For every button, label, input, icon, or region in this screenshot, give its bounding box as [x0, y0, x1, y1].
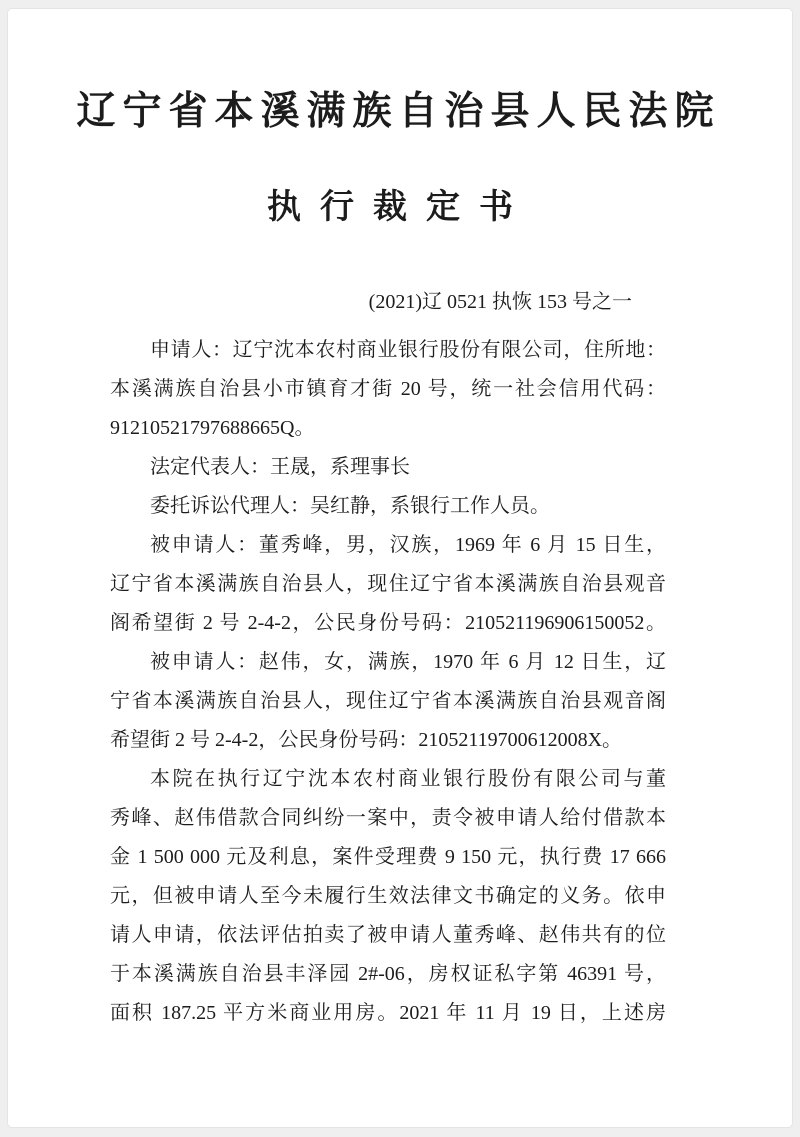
body-line: 元，但被申请人至今未履行生效法律文书确定的义务。依申 — [110, 885, 666, 907]
document-body — [110, 331, 666, 1033]
paragraph-ruling-body — [110, 760, 666, 1033]
body-line: 阁希望街 2 号 2-4-2，公民身份号码：210521196906150052。 — [110, 612, 666, 634]
case-number: (2021)辽 0521 执恢 153 号之一 — [368, 291, 632, 313]
body-line: 辽宁省本溪满族自治县人，现住辽宁省本溪满族自治县观音 — [110, 573, 666, 595]
body-line: 于本溪满族自治县丰泽园 2#-06，房权证私字第 46391 号， — [110, 963, 666, 985]
document-page — [7, 8, 793, 1128]
body-line: 金 1 500 000 元及利息，案件受理费 9 150 元，执行费 17 666 — [110, 846, 666, 868]
body-line: 委托诉讼代理人：吴红静，系银行工作人员。 — [150, 495, 550, 517]
court-name: 辽宁省本溪满族自治县人民法院 — [76, 90, 721, 133]
body-line: 法定代表人：王晟，系理事长 — [150, 456, 410, 478]
paragraph-legal-representative — [110, 448, 666, 487]
body-line: 被申请人：赵伟，女，满族，1970 年 6 月 12 日生，辽 — [150, 651, 666, 673]
paragraph-litigation-agent — [110, 487, 666, 526]
body-line: 被申请人：董秀峰，男，汉族，1969 年 6 月 15 日生， — [150, 534, 666, 556]
body-line: 秀峰、赵伟借款合同纠纷一案中，责令被申请人给付借款本 — [110, 807, 666, 829]
body-line: 本院在执行辽宁沈本农村商业银行股份有限公司与董 — [150, 768, 666, 790]
body-line: 面积 187.25 平方米商业用房。2021 年 11 月 19 日，上述房 — [110, 1002, 666, 1024]
paragraph-respondent-dong — [110, 526, 666, 643]
paragraph-respondent-zhao — [110, 643, 666, 760]
body-line: 本溪满族自治县小市镇育才街 20 号，统一社会信用代码： — [110, 378, 666, 400]
body-line: 宁省本溪满族自治县人，现住辽宁省本溪满族自治县观音阁 — [110, 690, 666, 712]
document-title: 执行裁定书 — [267, 189, 532, 226]
body-line: 希望街 2 号 2-4-2，公民身份号码：21052119700612008X。 — [110, 729, 623, 751]
body-line: 91210521797688665Q。 — [110, 417, 315, 439]
body-line: 请人申请，依法评估拍卖了被申请人董秀峰、赵伟共有的位 — [110, 924, 666, 946]
paragraph-applicant — [110, 331, 666, 448]
body-line: 申请人：辽宁沈本农村商业银行股份有限公司，住所地： — [150, 339, 666, 361]
